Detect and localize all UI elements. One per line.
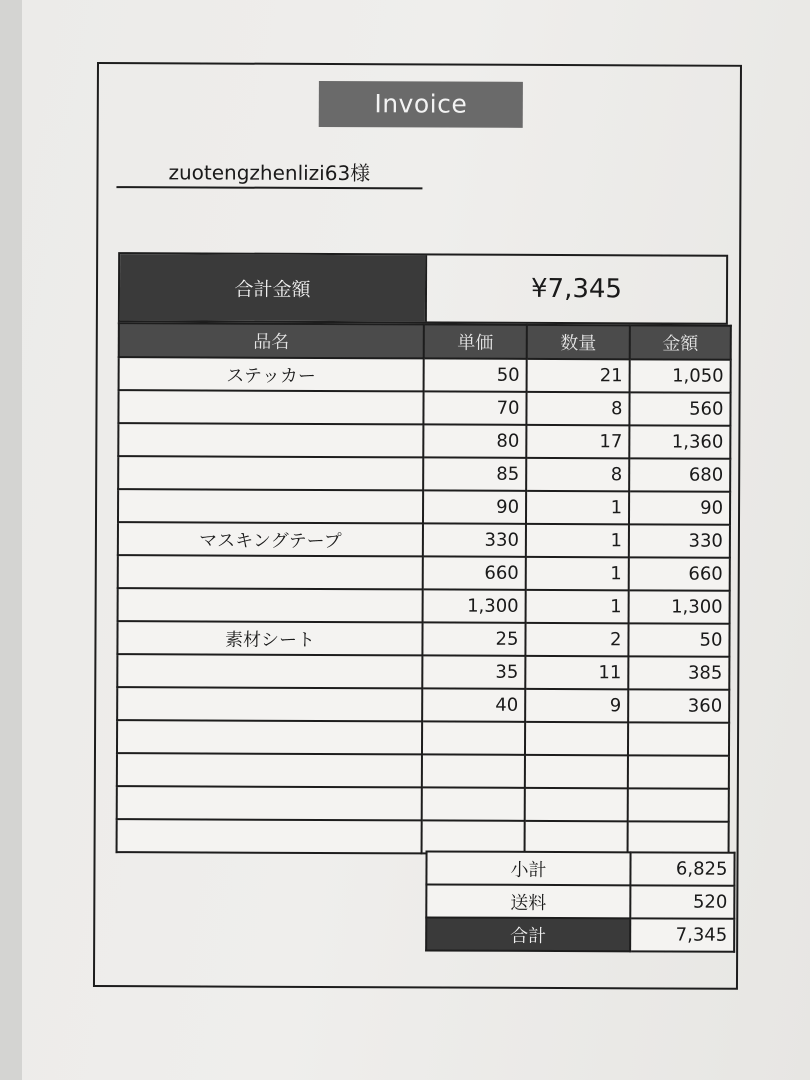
header-unit-price: 単価 xyxy=(424,324,527,358)
grand-total-value: 7,345 xyxy=(630,918,734,951)
amount-cell xyxy=(628,755,729,788)
amount-cell: 330 xyxy=(629,524,730,557)
item-name-cell xyxy=(118,423,423,457)
quantity-cell xyxy=(525,722,628,755)
paper-sheet xyxy=(22,0,810,1080)
amount-cell: 385 xyxy=(628,656,729,689)
summary-table xyxy=(425,850,735,952)
table-row xyxy=(117,654,729,690)
amount-cell: 1,300 xyxy=(629,590,730,623)
table-row xyxy=(118,456,730,492)
unit-price-cell: 35 xyxy=(422,655,525,688)
table-row xyxy=(118,555,730,591)
shipping-value: 520 xyxy=(630,885,734,918)
subtotal-label: 小計 xyxy=(426,851,630,885)
table-row xyxy=(117,753,729,789)
header-amount: 金額 xyxy=(630,325,731,359)
table-row xyxy=(117,621,729,657)
table-row xyxy=(117,720,729,756)
unit-price-cell xyxy=(422,721,525,754)
total-amount-value: ¥7,345 xyxy=(425,255,726,322)
unit-price-cell: 70 xyxy=(423,391,526,424)
table-row xyxy=(117,786,729,822)
quantity-cell xyxy=(525,755,628,788)
item-name-cell xyxy=(117,654,422,688)
table-row xyxy=(118,489,730,525)
amount-cell xyxy=(628,821,729,854)
customer-name: zuotengzhenlizi63様 xyxy=(168,160,371,186)
quantity-cell: 8 xyxy=(526,392,629,425)
amount-cell: 1,050 xyxy=(630,359,731,392)
quantity-cell xyxy=(525,788,628,821)
item-name-cell xyxy=(118,555,423,589)
quantity-cell xyxy=(525,821,628,854)
subtotal-row xyxy=(426,851,734,885)
item-name-cell xyxy=(117,687,422,721)
invoice-title: Invoice xyxy=(319,81,523,128)
items-table xyxy=(116,322,732,856)
item-name-cell xyxy=(117,786,422,820)
shipping-label: 送料 xyxy=(426,884,630,918)
total-amount-label: 合計金額 xyxy=(120,254,425,321)
table-row xyxy=(118,588,730,624)
quantity-cell: 1 xyxy=(526,590,629,623)
unit-price-cell xyxy=(422,787,525,820)
quantity-cell: 9 xyxy=(525,689,628,722)
unit-price-cell: 1,300 xyxy=(423,589,526,622)
table-row xyxy=(119,357,731,393)
unit-price-cell: 80 xyxy=(423,424,526,457)
amount-cell xyxy=(628,722,729,755)
item-name-cell xyxy=(117,753,422,787)
grand-total-label: 合計 xyxy=(426,917,630,951)
quantity-cell: 1 xyxy=(526,557,629,590)
grand-total-row xyxy=(426,917,734,951)
item-name-cell xyxy=(118,588,423,622)
header-item-name: 品名 xyxy=(119,323,424,358)
item-name-cell: ステッカー xyxy=(119,357,424,391)
quantity-cell: 8 xyxy=(526,458,629,491)
table-row xyxy=(118,390,730,426)
unit-price-cell: 40 xyxy=(422,688,525,721)
unit-price-cell: 85 xyxy=(423,457,526,490)
table-row xyxy=(117,819,729,855)
amount-cell: 1,360 xyxy=(629,425,730,458)
quantity-cell: 11 xyxy=(525,656,628,689)
amount-cell: 90 xyxy=(629,491,730,524)
unit-price-cell: 330 xyxy=(423,523,526,556)
quantity-cell: 21 xyxy=(527,359,630,392)
item-name-cell xyxy=(118,390,423,424)
amount-cell: 660 xyxy=(629,557,730,590)
quantity-cell: 17 xyxy=(526,425,629,458)
item-name-cell xyxy=(118,456,423,490)
unit-price-cell xyxy=(422,754,525,787)
unit-price-cell: 90 xyxy=(423,490,526,523)
item-name-cell xyxy=(117,819,422,853)
items-header-row xyxy=(119,323,731,360)
unit-price-cell: 25 xyxy=(422,622,525,655)
table-row xyxy=(118,522,730,558)
amount-cell xyxy=(628,788,729,821)
unit-price-cell: 660 xyxy=(423,556,526,589)
item-name-cell xyxy=(117,720,422,754)
amount-cell: 680 xyxy=(629,458,730,491)
quantity-cell: 1 xyxy=(526,491,629,524)
amount-cell: 560 xyxy=(629,392,730,425)
shipping-row xyxy=(426,884,734,918)
invoice-frame xyxy=(93,62,742,990)
total-amount-row xyxy=(118,252,728,325)
table-row xyxy=(118,423,730,459)
header-quantity: 数量 xyxy=(527,325,630,359)
amount-cell: 360 xyxy=(628,689,729,722)
unit-price-cell xyxy=(422,820,525,853)
quantity-cell: 2 xyxy=(525,623,628,656)
item-name-cell: 素材シート xyxy=(117,621,422,655)
subtotal-value: 6,825 xyxy=(630,852,734,885)
table-row xyxy=(117,687,729,723)
customer-underline xyxy=(116,186,422,189)
item-name-cell xyxy=(118,489,423,523)
unit-price-cell: 50 xyxy=(424,358,527,391)
quantity-cell: 1 xyxy=(526,524,629,557)
item-name-cell: マスキングテープ xyxy=(118,522,423,556)
amount-cell: 50 xyxy=(628,623,729,656)
